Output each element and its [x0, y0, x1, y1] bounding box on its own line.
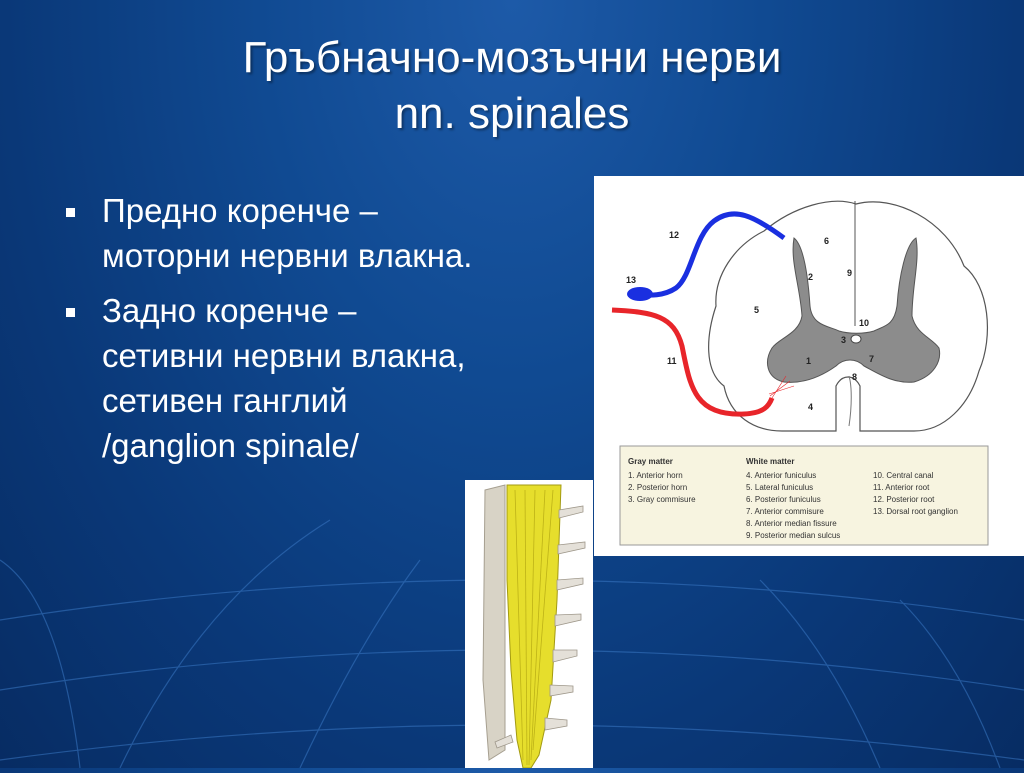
legend-other-item: 10. Central canal	[873, 471, 934, 480]
legend-white-item: 6. Posterior funiculus	[746, 495, 821, 504]
bullet-item	[60, 188, 480, 278]
label-10: 10	[859, 318, 870, 328]
central-canal	[851, 335, 861, 343]
legend-other-item: 13. Dorsal root ganglion	[873, 507, 958, 516]
title-line-2: nn. spinales	[394, 89, 630, 138]
spinal-cord-cross-section-diagram	[594, 176, 1024, 556]
bullet-text: Задно коренче – сетивни нервни влакна, сетивен ганглий /ganglion spinale/	[102, 292, 466, 464]
bullet-list	[60, 188, 480, 478]
spinal-cord-illustration	[465, 480, 593, 768]
legend-other-item: 11. Anterior root	[873, 483, 930, 492]
legend-gray-item: 3. Gray commisure	[628, 495, 696, 504]
legend-gray-heading: Gray matter	[628, 457, 673, 466]
square-bullet-icon	[66, 208, 75, 217]
legend-white-item: 4. Anterior funiculus	[746, 471, 817, 480]
label-6: 6	[824, 236, 830, 246]
label-4: 4	[808, 402, 814, 412]
white-matter-outline	[709, 201, 988, 431]
bullet-text: Предно коренче – моторни нервни влакна.	[102, 192, 473, 274]
label-13: 13	[626, 275, 637, 285]
legend-gray-item: 2. Posterior horn	[628, 483, 688, 492]
label-1: 1	[806, 356, 812, 366]
dorsal-root-ganglion	[627, 287, 653, 301]
legend-white-item: 7. Anterior commisure	[746, 507, 824, 516]
title-line-1: Гръбначно-мозъчни нерви	[242, 33, 782, 82]
label-11: 11	[667, 356, 677, 366]
legend-white-item: 8. Anterior median fissure	[746, 519, 837, 528]
bullet-item	[60, 288, 480, 468]
label-2: 2	[808, 272, 814, 282]
label-9: 9	[847, 268, 853, 278]
label-3: 3	[841, 335, 847, 345]
legend-white-item: 9. Posterior median sulcus	[746, 531, 841, 540]
label-12: 12	[669, 230, 680, 240]
label-7: 7	[869, 354, 875, 364]
label-8: 8	[852, 372, 858, 382]
slide-title	[0, 30, 1024, 142]
square-bullet-icon	[66, 308, 75, 317]
legend-other-item: 12. Posterior root	[873, 495, 935, 504]
legend-gray-item: 1. Anterior horn	[628, 471, 683, 480]
legend-white-heading: White matter	[746, 457, 795, 466]
label-5: 5	[754, 305, 760, 315]
legend-white-item: 5. Lateral funiculus	[746, 483, 814, 492]
